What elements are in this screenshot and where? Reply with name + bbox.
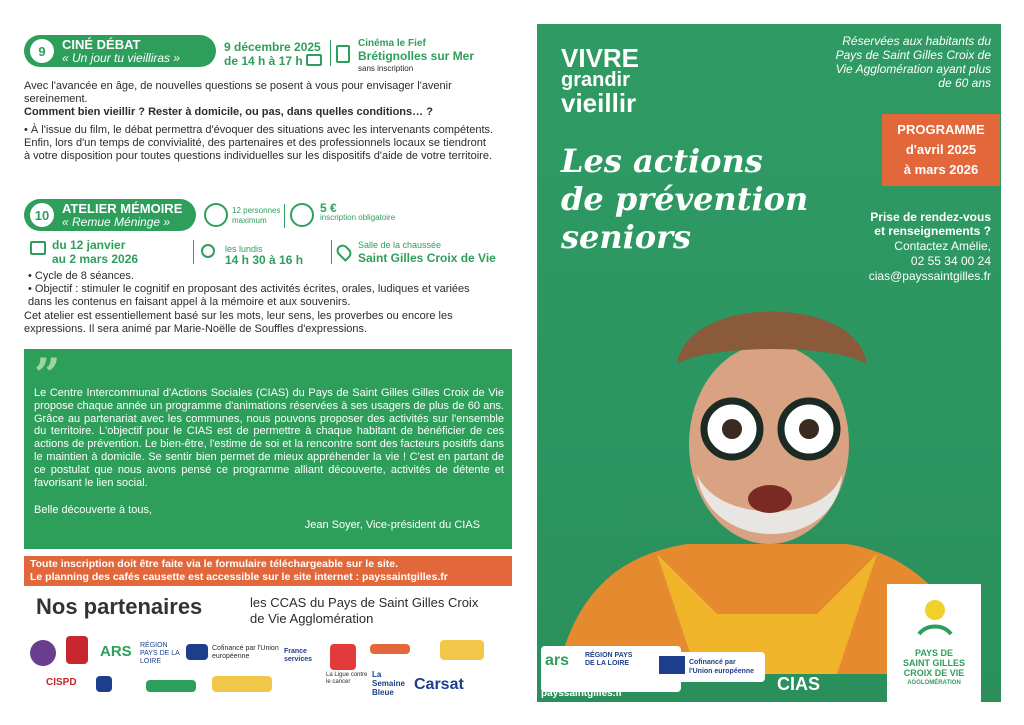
cias-logo: CIAS [777,674,821,694]
association-logo [212,676,272,692]
eu-flag-icon [659,656,685,674]
event-subtitle: « Remue Méninge » [62,214,171,229]
atelier-venue: Saint Gilles Croix de Vie [358,251,496,265]
atelier-logo [440,640,484,660]
website-link[interactable]: payssaintgilles.fr [541,688,623,699]
cine-question: Comment bien vieillir ? Rester à domicile, ou pas, dans quelles conditions… ? [24,106,433,118]
brand-vivre: VIVRE [561,43,640,73]
quote-box [24,349,512,549]
quote-signature: Jean Soyer, Vice-président du CIAS [304,519,480,531]
quote-text: Le Centre Intercommunal d'Actions Sociales (CIAS) du Pays de Saint Gilles Gilles Croix de Vie propose chaque année un programme d'animations réservées à ses usagers de plus de 60 ans. Grâce au partenariat avec les communes, nous pouvons proposer des activités sur l'ensemble du territoire. L'objectif pour le CIAS est de permettre à chaque habitant de bénéficier de ces actions de prévention. Le bien-être, l'estime de soi et la rencontre sont des facteurs positifs dans le maintien à domicile. Se sentir bien permet de mieux appréhender la vie ! C'est en partant de ce postulat que nous avons pensé ce programme alliant découverte, activités de détente et favorisant le lien social. [34,387,504,489]
atelier-bullet-1: • Cycle de 8 séances. [28,270,134,282]
event-title: ATELIER MÉMOIRE [62,200,183,216]
calendar-icon [306,54,322,66]
target-audience: Réservées aux habitants du Pays de Saint Gilles Croix de Vie Agglomération ayant plus de 60 ans [835,34,991,90]
ligue-logo-icon [330,644,356,670]
cispd-logo: CISPD [46,677,77,688]
cover-page [537,24,1001,702]
info-banner [24,556,512,586]
contact-email[interactable]: cias@payssaintgilles.fr [868,269,991,283]
money-icon [290,203,314,227]
event-subtitle: « Un jour tu vieilliras » [62,50,181,65]
eu-logo: Cofinancé par l'Union européenne [212,645,279,660]
price: 5 € [320,201,337,215]
partner-logo [30,640,56,666]
semaine-bleue-logo: La Semaine Bleue [372,670,405,697]
clock-icon [201,244,215,258]
venue-note: sans inscription [358,64,414,73]
atelier-days: les lundis [225,244,263,254]
mouth [748,485,792,513]
cine-intro: Avec l'avancée en âge, de nouvelles questions se posent à vous pour envisager l'avenir sereinement. [24,80,452,105]
ars-logo: ARS [100,643,132,660]
contact-phone[interactable]: 02 55 34 00 24 [910,254,991,268]
agglo-line-4: AGGLOMÉRATION [907,680,961,686]
person-icon [204,203,228,227]
rdv-title-1: Prise de rendez-vous [870,210,991,224]
france-services-logo: France services [284,648,313,663]
region-logo: RÉGION PAYS DE LA LOIRE [585,652,633,667]
capacity: 12 personnes [232,206,281,215]
capacity-note: maximum [232,216,267,225]
carsat-logo: Carsat [414,676,464,693]
calendar-icon [30,241,46,255]
cinema-icon [336,45,350,63]
event-number: 10 [30,203,54,227]
rdv-title-2: et renseignements ? [874,224,991,238]
agglo-line-2: SAINT GILLES [902,658,965,668]
partner-logo [96,676,112,692]
event-9-header [24,35,216,67]
partners-text: les CCAS du Pays de Saint Gilles Croix de Vie Agglomération [250,595,479,626]
quote-icon: ” [34,348,61,402]
agglo-line-1: PAYS DE [914,648,954,658]
agglo-icon [915,594,955,646]
program-from: d'avril 2025 [905,142,977,157]
cine-description: • À l'issue du film, le débat permettra d'évoquer des situations avec les intervenants compétents. Enfin, lors d'un temps de convivialité, des partenaires et des professionnels locaux se tiendront à votre disposition pour toutes questions individuelles sur les dispositifs d'aide de votre territoire. [24,124,494,162]
ligue-logo: La Ligue contre le cancer [326,672,368,685]
event-number: 9 [30,39,54,63]
eu-logo: Cofinancé par l'Union européenne [655,652,765,682]
atelier-description: Cet atelier est essentiellement basé sur les mots, leur sens, les proverbes ou encore les expressions. Il sera animé par Marie-Noëlle de Souffles d'expressions. [24,310,453,335]
event-title: CINÉ DÉBAT [62,36,141,52]
event-time: de 14 h à 17 h [224,54,303,68]
program-box [882,114,1000,186]
banner-line-1: Toute inscription doit être faite via le formulaire téléchargeable sur le site. [30,558,398,570]
program-to: à mars 2026 [903,162,979,177]
brand-vieillir: vieillir [561,88,637,118]
atelier-date-start: du 12 janvier [52,238,126,252]
price-note: inscription obligatoire [320,213,396,222]
event-10-header [24,199,196,231]
ars-logo: ars [545,652,570,669]
partners-title: Nos partenaires [36,594,203,619]
program-label: PROGRAMME [897,122,985,137]
venue-label: Cinéma le Fief [358,38,426,49]
contact-name: Contactez Amélie, [894,239,991,253]
event-date: 9 décembre 2025 [224,40,321,54]
venue: Brétignolles sur Mer [358,49,475,63]
prevention-logo [370,644,410,654]
atelier-date-end: au 2 mars 2026 [52,252,139,266]
eu-flag-icon [186,644,208,660]
agglo-line-3: CROIX DE VIE [903,668,965,678]
location-icon [334,242,354,262]
atelier-bullet-2: • Objectif : stimuler le cognitif en proposant des activités écrites, orales, ludiques et variées dans les contenus en faisant appel à la mémoire et aux souvenirs. [28,283,470,308]
atelier-venue-label: Salle de la chaussée [358,240,442,250]
cover-title-1: Les actions [561,142,763,180]
cover-title-2: de prévention [561,180,809,218]
region-logo: RÉGION PAYS DE LA LOIRE [140,642,180,665]
journal-logo [146,680,196,692]
atelier-hours: 14 h 30 à 16 h [225,253,304,267]
cover-title-3: seniors [561,218,692,256]
quote-closing: Belle découverte à tous, [34,504,153,516]
banner-line-2: Le planning des cafés causette est accessible sur le site internet : payssaintgilles.fr [30,571,448,583]
vendee-logo [66,636,88,664]
brand-grandir: grandir [561,69,630,91]
